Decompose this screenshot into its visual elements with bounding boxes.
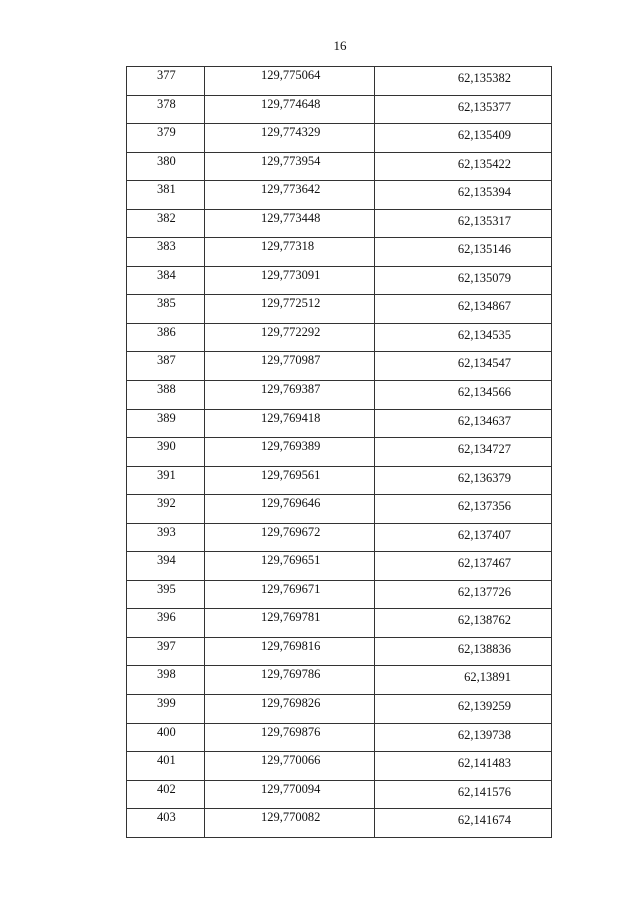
coordinate-x-cell: 129,769816 [205,637,375,666]
coordinate-y-cell: 62,135382 [375,67,552,96]
point-number-cell: 379 [127,124,205,153]
coordinate-y-cell: 62,135422 [375,152,552,181]
table-row [127,409,552,438]
table-row [127,381,552,410]
point-number-cell: 391 [127,466,205,495]
table-body [127,67,552,838]
table-row [127,295,552,324]
coordinate-x-cell: 129,773642 [205,181,375,210]
point-number-cell: 388 [127,381,205,410]
point-number-cell: 396 [127,609,205,638]
coordinate-x-cell: 129,769418 [205,409,375,438]
coordinate-y-cell: 62,138762 [375,609,552,638]
coordinate-x-cell: 129,774648 [205,95,375,124]
table-row [127,238,552,267]
coordinate-y-cell: 62,141674 [375,809,552,838]
point-number-cell: 382 [127,209,205,238]
coordinate-x-cell: 129,770987 [205,352,375,381]
coordinate-x-cell: 129,769389 [205,438,375,467]
coordinate-x-cell: 129,769561 [205,466,375,495]
coordinate-x-cell: 129,770082 [205,809,375,838]
coordinate-y-cell: 62,137407 [375,523,552,552]
table-row [127,809,552,838]
coordinate-y-cell: 62,138836 [375,637,552,666]
coordinates-table [126,66,552,838]
point-number-cell: 380 [127,152,205,181]
page-number: 16 [333,38,347,53]
coordinate-y-cell: 62,134867 [375,295,552,324]
coordinate-x-cell: 129,769876 [205,723,375,752]
coordinate-x-cell: 129,770066 [205,752,375,781]
table-row [127,695,552,724]
point-number-cell: 393 [127,523,205,552]
table-row [127,466,552,495]
point-number-cell: 394 [127,552,205,581]
coordinate-y-cell: 62,13891 [375,666,552,695]
coordinate-x-cell: 129,769786 [205,666,375,695]
coordinate-y-cell: 62,141483 [375,752,552,781]
point-number-cell: 384 [127,266,205,295]
table-row [127,124,552,153]
point-number-cell: 390 [127,438,205,467]
table-row [127,181,552,210]
coordinate-x-cell: 129,772292 [205,323,375,352]
table-row [127,637,552,666]
table-row [127,352,552,381]
coordinate-x-cell: 129,773091 [205,266,375,295]
coordinate-x-cell: 129,775064 [205,67,375,96]
coordinate-y-cell: 62,135394 [375,181,552,210]
coordinate-y-cell: 62,135409 [375,124,552,153]
coordinate-x-cell: 129,773448 [205,209,375,238]
table-row [127,495,552,524]
point-number-cell: 389 [127,409,205,438]
point-number-cell: 399 [127,695,205,724]
table-row [127,609,552,638]
point-number-cell: 383 [127,238,205,267]
coordinate-y-cell: 62,134727 [375,438,552,467]
coordinate-y-cell: 62,135377 [375,95,552,124]
coordinate-y-cell: 62,135146 [375,238,552,267]
table-row [127,723,552,752]
coordinate-x-cell: 129,770094 [205,780,375,809]
coordinate-x-cell: 129,769387 [205,381,375,410]
table-row [127,780,552,809]
table-row [127,438,552,467]
table-row [127,666,552,695]
coordinate-x-cell: 129,769651 [205,552,375,581]
point-number-cell: 378 [127,95,205,124]
coordinate-x-cell: 129,769826 [205,695,375,724]
coordinate-x-cell: 129,774329 [205,124,375,153]
point-number-cell: 400 [127,723,205,752]
coordinate-y-cell: 62,134566 [375,381,552,410]
point-number-cell: 402 [127,780,205,809]
table-row [127,152,552,181]
table-row [127,67,552,96]
coordinate-y-cell: 62,137726 [375,580,552,609]
point-number-cell: 401 [127,752,205,781]
table-row [127,209,552,238]
point-number-cell: 392 [127,495,205,524]
table-row [127,752,552,781]
point-number-cell: 381 [127,181,205,210]
coordinate-x-cell: 129,77318 [205,238,375,267]
coordinate-y-cell: 62,134547 [375,352,552,381]
point-number-cell: 397 [127,637,205,666]
coordinate-y-cell: 62,137467 [375,552,552,581]
coordinate-y-cell: 62,139738 [375,723,552,752]
coordinate-y-cell: 62,141576 [375,780,552,809]
point-number-cell: 398 [127,666,205,695]
coordinate-y-cell: 62,137356 [375,495,552,524]
coordinate-y-cell: 62,135317 [375,209,552,238]
coordinate-x-cell: 129,769671 [205,580,375,609]
table-row [127,523,552,552]
coordinate-x-cell: 129,773954 [205,152,375,181]
table-row [127,580,552,609]
coordinate-y-cell: 62,136379 [375,466,552,495]
point-number-cell: 377 [127,67,205,96]
point-number-cell: 387 [127,352,205,381]
coordinate-x-cell: 129,769781 [205,609,375,638]
coordinate-y-cell: 62,134637 [375,409,552,438]
coordinate-x-cell: 129,769672 [205,523,375,552]
coordinate-y-cell: 62,139259 [375,695,552,724]
table-row [127,323,552,352]
coordinate-x-cell: 129,769646 [205,495,375,524]
point-number-cell: 403 [127,809,205,838]
coordinate-x-cell: 129,772512 [205,295,375,324]
table-row [127,95,552,124]
point-number-cell: 386 [127,323,205,352]
point-number-cell: 385 [127,295,205,324]
table-row [127,266,552,295]
point-number-cell: 395 [127,580,205,609]
table-row [127,552,552,581]
coordinate-y-cell: 62,135079 [375,266,552,295]
coordinate-y-cell: 62,134535 [375,323,552,352]
